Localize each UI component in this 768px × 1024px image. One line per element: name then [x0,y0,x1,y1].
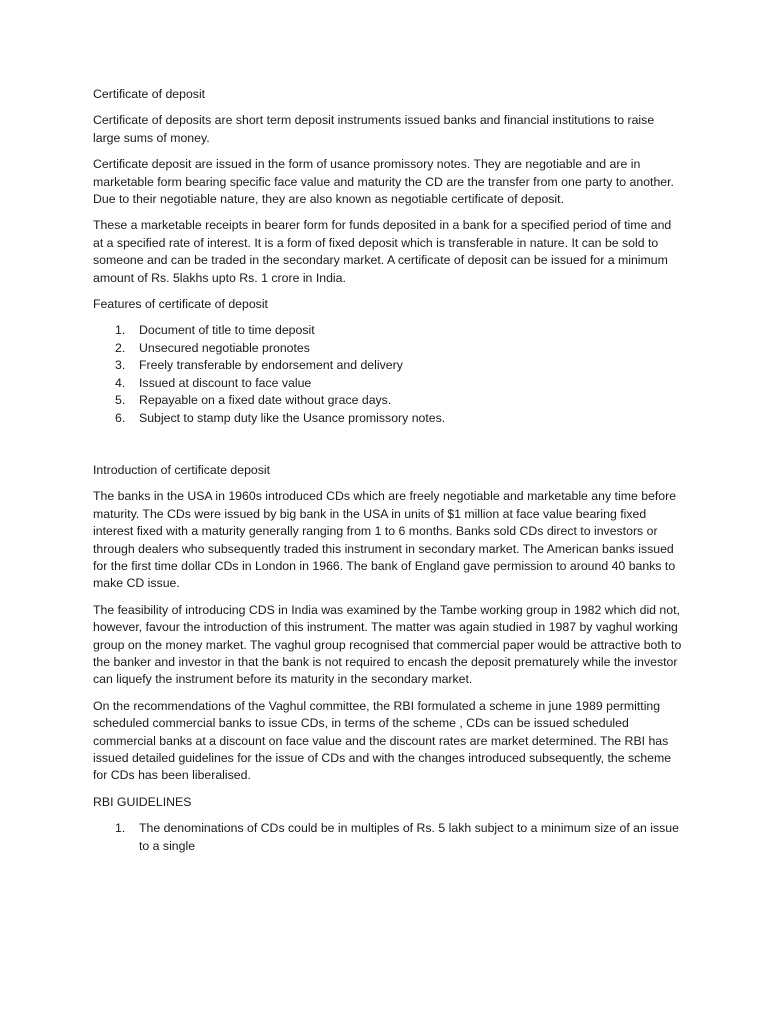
features-list [93,322,683,426]
list-item [93,357,683,374]
list-item [93,375,683,392]
introduction-paragraph-3: On the recommendations of the Vaghul committee, the RBI formulated a scheme in june 1989 permitting scheduled commercial banks to issue CDs, in terms of the scheme , CDs can be issued scheduled commercial banks at a discount on face value and the discount rates are market determined. The RBI has issued detailed guidelines for the issue of CDs and with the changes introduced subsequently, the scheme for CDs has been liberalised. [93,698,672,783]
list-text: Unsecured negotiable pronotes [139,340,310,355]
list-number: 5. [115,393,126,408]
list-number: 2. [115,340,126,355]
list-text: Document of title to time deposit [139,323,315,338]
intro-paragraph-3: These a marketable receipts in bearer form for funds deposited in a bank for a specified period of time and at a specified rate of interest. It is a form of fixed deposit which is transferable in nature. It can be sold to someone and can be traded in the secondary market. A certificate of deposit can be issued for a minimum amount of Rs. 5lakhs upto Rs. 1 crore in India. [93,218,672,285]
list-item [93,820,683,855]
section-spacer [93,436,683,462]
intro-paragraph-1: Certificate of deposits are short term deposit instruments issued banks and financial institutions to raise large sums of money. [93,113,655,145]
list-text: Repayable on a fixed date without grace days. [139,393,392,408]
features-heading: Features of certificate of deposit [93,297,268,312]
list-number: 6. [115,410,126,425]
introduction-paragraph-2: The feasibility of introducing CDS in India was examined by the Tambe working group in 1982 which did not, however, favour the introduction of this instrument. The matter was again studied in 1987 by vaghul working group on the money market. The vaghul group recognised that commercial paper would be attractive both to the banker and investor in that the bank is not required to encash the deposit prematurely while the investor can liquefy the instrument before its maturity in the secondary market. [93,602,682,687]
document-title: Certificate of deposit [93,87,206,101]
list-number: 3. [115,358,126,373]
list-text: Issued at discount to face value [139,375,312,390]
list-text: The denominations of CDs could be in multiples of Rs. 5 lakh subject to a minimum size of an issue to a single [139,821,679,853]
list-item [93,410,683,427]
introduction-paragraph-1: The banks in the USA in 1960s introduced CDs which are freely negotiable and marketable any time before maturity. The CDs were issued by big bank in the USA in units of $1 million at face value bearing fixed interest fixed with a maturity generally ranging from 1 to 6 months. Banks sold CDs direct to investors or through dealers who subsequently traded this instrument in secondary market. The American banks issued for the first time dollar CDs in London in 1966. The bank of England gave permission to around 40 banks to make CD issue. [93,489,677,591]
list-number: 1. [115,323,126,338]
list-item [93,392,683,409]
intro-paragraph-2: Certificate deposit are issued in the form of usance promissory notes. They are negotiable and are in marketable form bearing specific face value and maturity the CD are the transfer from one party to another. Due to their negotiable nature, they are also known as negotiable certificate of deposit. [93,157,674,207]
list-text: Subject to stamp duty like the Usance promissory notes. [139,410,446,425]
list-item [93,322,683,339]
list-text: Freely transferable by endorsement and delivery [139,358,403,373]
list-number: 1. [115,821,126,836]
list-item [93,340,683,357]
rbi-guidelines-list [93,820,683,855]
rbi-guidelines-heading: RBI GUIDELINES [93,794,192,809]
document-page [93,86,683,864]
list-number: 4. [115,375,126,390]
introduction-heading: Introduction of certificate deposit [93,462,271,477]
